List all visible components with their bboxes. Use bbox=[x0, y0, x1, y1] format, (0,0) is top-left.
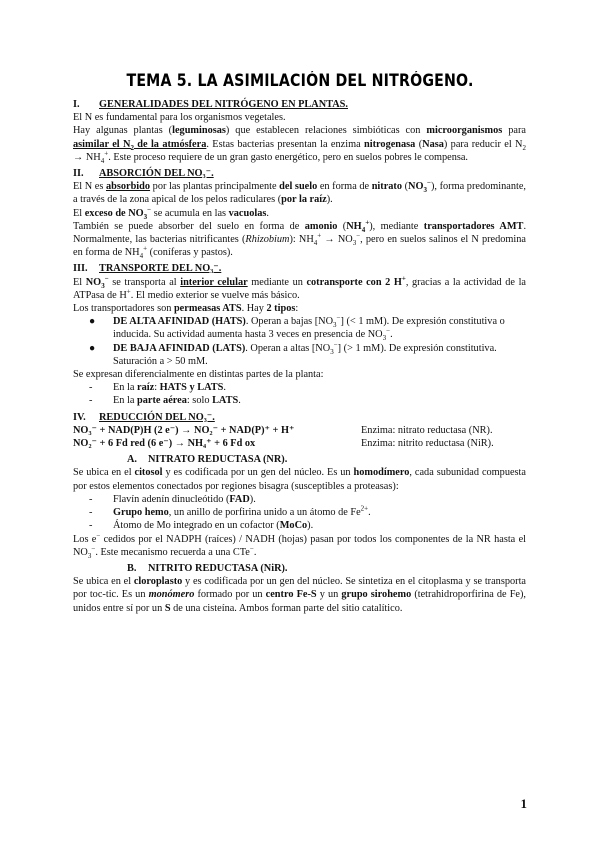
dash-icon: - bbox=[89, 382, 93, 394]
list-item: - En la parte aérea: solo LATS. bbox=[89, 395, 241, 407]
subsection-label: NITRITO REDUCTASA (NiR). bbox=[148, 562, 288, 574]
subsection-label: NITRATO REDUCTASA (NR). bbox=[148, 454, 288, 466]
paragraph: Los e− cedidos por el NADPH (raíces) / NADH (hojas) pasan por todos los componentes de la NR hasta el $NO_3^-$. Este mecanismo recuerda a una CTe−. bbox=[73, 531, 527, 560]
reaction-enzyme: Enzima: nitrato reductasa (NR). bbox=[361, 424, 493, 436]
reaction-equation: NO₂⁻ + 6 Fd red (6 e⁻) → NH₄⁺ + 6 Fd ox bbox=[73, 438, 256, 450]
subsection-number: A. bbox=[127, 454, 138, 466]
paragraph: Se ubica en el cloroplasto y es codificada por un gen del núcleo. Se sintetiza en el citoplasma y se transporta por toc-tic. Es un monómero formado por un centro Fe-S y un grupo sirohemo (tetrahidroporfirina de Fe), unidos entre sí por un S de una cisteína. Ambos forman parte del sitio catalítico. bbox=[73, 576, 527, 614]
bullet-icon: ● bbox=[89, 316, 96, 328]
subsection-number: B. bbox=[127, 562, 137, 574]
section-number: II. bbox=[73, 168, 84, 180]
paragraph: El $NO_3^-$ se transporta al interior celular mediante un cotransporte con 2 H+, gracias a la actividad de la ATPasa de H+. El medio exterior se vuelve más básico. bbox=[73, 274, 526, 301]
list-item: - Grupo hemo, un anillo de porfirina unido a un átomo de $Fe^{2+}$. bbox=[89, 504, 371, 519]
paragraph: Se expresan diferencialmente en distintas partes de la planta: bbox=[73, 369, 324, 381]
paragraph: El N es absorbido por las plantas principalmente del suelo en forma de nitrato $(NO_3^-)$, forma predominante, a través de la zona apical de los pelos radiculares (por la raíz). bbox=[73, 178, 526, 206]
dash-icon: - bbox=[89, 395, 93, 407]
section-heading-2 bbox=[73, 167, 526, 180]
section-heading-4 bbox=[73, 411, 526, 424]
paragraph: Los transportadores son permeasas ATS. Hay 2 tipos: bbox=[73, 303, 299, 315]
content bbox=[73, 98, 526, 615]
list-item: ● DE ALTA AFINIDAD (HATS). Operan a bajas $[NO_3^-]$ (< 1 mM). De expresión constitutiva o inducida. Su actividad aumenta hasta 3 veces en presencia de $NO_3^-$. bbox=[89, 313, 505, 343]
section-number: III. bbox=[73, 263, 88, 275]
list-item: - Flavín adenín dinucleótido (FAD). bbox=[89, 493, 256, 505]
bullet-icon: ● bbox=[89, 342, 96, 354]
page-title: TEMA 5. LA ASIMILACIÓN DEL NITRÓGENO. bbox=[126, 71, 474, 90]
subsection-heading-b bbox=[73, 562, 526, 575]
paragraph: El exceso de $NO_3^-$ se acumula en las vacuolas. bbox=[73, 205, 269, 221]
reaction-enzyme: Enzima: nitrito reductasa (NiR). bbox=[361, 438, 494, 450]
dash-icon: - bbox=[89, 507, 93, 519]
section-label: REDUCCIÓN DEL NO₃⁻. bbox=[99, 411, 215, 423]
list-item: ● DE BAJA AFINIDAD (LATS). Operan a altas $[NO_3^-]$ (> 1 mM). De expresión constitutiva. Saturación a > 50 mM. bbox=[89, 340, 497, 367]
section-number: IV. bbox=[73, 411, 86, 423]
page-number: 1 bbox=[520, 796, 527, 811]
section-label: GENERALIDADES DEL NITRÓGENO EN PLANTAS. bbox=[99, 99, 348, 110]
section-label: ABSORCIÓN DEL NO₃⁻. bbox=[99, 168, 214, 180]
reaction-row bbox=[73, 437, 526, 450]
subsection-heading-a bbox=[73, 453, 526, 466]
paragraph: También se puede absorber del suelo en forma de amonio $(NH_4^+)$, mediante transportadores AMT. Normalmente, las bacterias nitrificantes (Rhizobium): $NH_4^+ \to NO_3^-$, pero en suelos salinos el N predomina en forma de $NH_4^+$ (coníferas y pastos). bbox=[73, 218, 527, 261]
reaction-row bbox=[73, 424, 526, 437]
dash-icon: - bbox=[89, 493, 93, 505]
list-item: - En la raíz: HATS y LATS. bbox=[89, 382, 226, 394]
paragraph: Hay algunas plantas (leguminosas) que establecen relaciones simbióticas con microorganismos para asimilar el $N_2$ de la atmósfera. Estas bacterias presentan la enzima nitrogenasa (Nasa) para reducir el $N_2 \to NH_4^+$. Este proceso requiere de un gran gasto energético, pero en suelos pobres le compensa. bbox=[73, 125, 526, 165]
list-item: - Átomo de Mo integrado en un cofactor (MoCo). bbox=[89, 520, 314, 532]
section-label: TRANSPORTE DEL NO₃⁻. bbox=[99, 263, 222, 275]
paragraph: Se ubica en el citosol y es codificada por un gen del núcleo. Es un homodímero, cada subunidad compuesta por estos elementos conectados por regiones bisagra (susceptibles a proteasas): bbox=[73, 467, 526, 492]
reaction-equation: NO₃⁻ + NAD(P)H (2 e⁻) → NO₂⁻ + NAD(P)⁺ + H⁺ bbox=[73, 424, 295, 436]
section-heading-3 bbox=[73, 262, 526, 275]
section-heading-1 bbox=[73, 98, 526, 111]
section-number: I. bbox=[73, 99, 80, 110]
dash-icon: - bbox=[89, 520, 93, 532]
paragraph: El N es fundamental para los organismos vegetales. bbox=[73, 112, 286, 124]
